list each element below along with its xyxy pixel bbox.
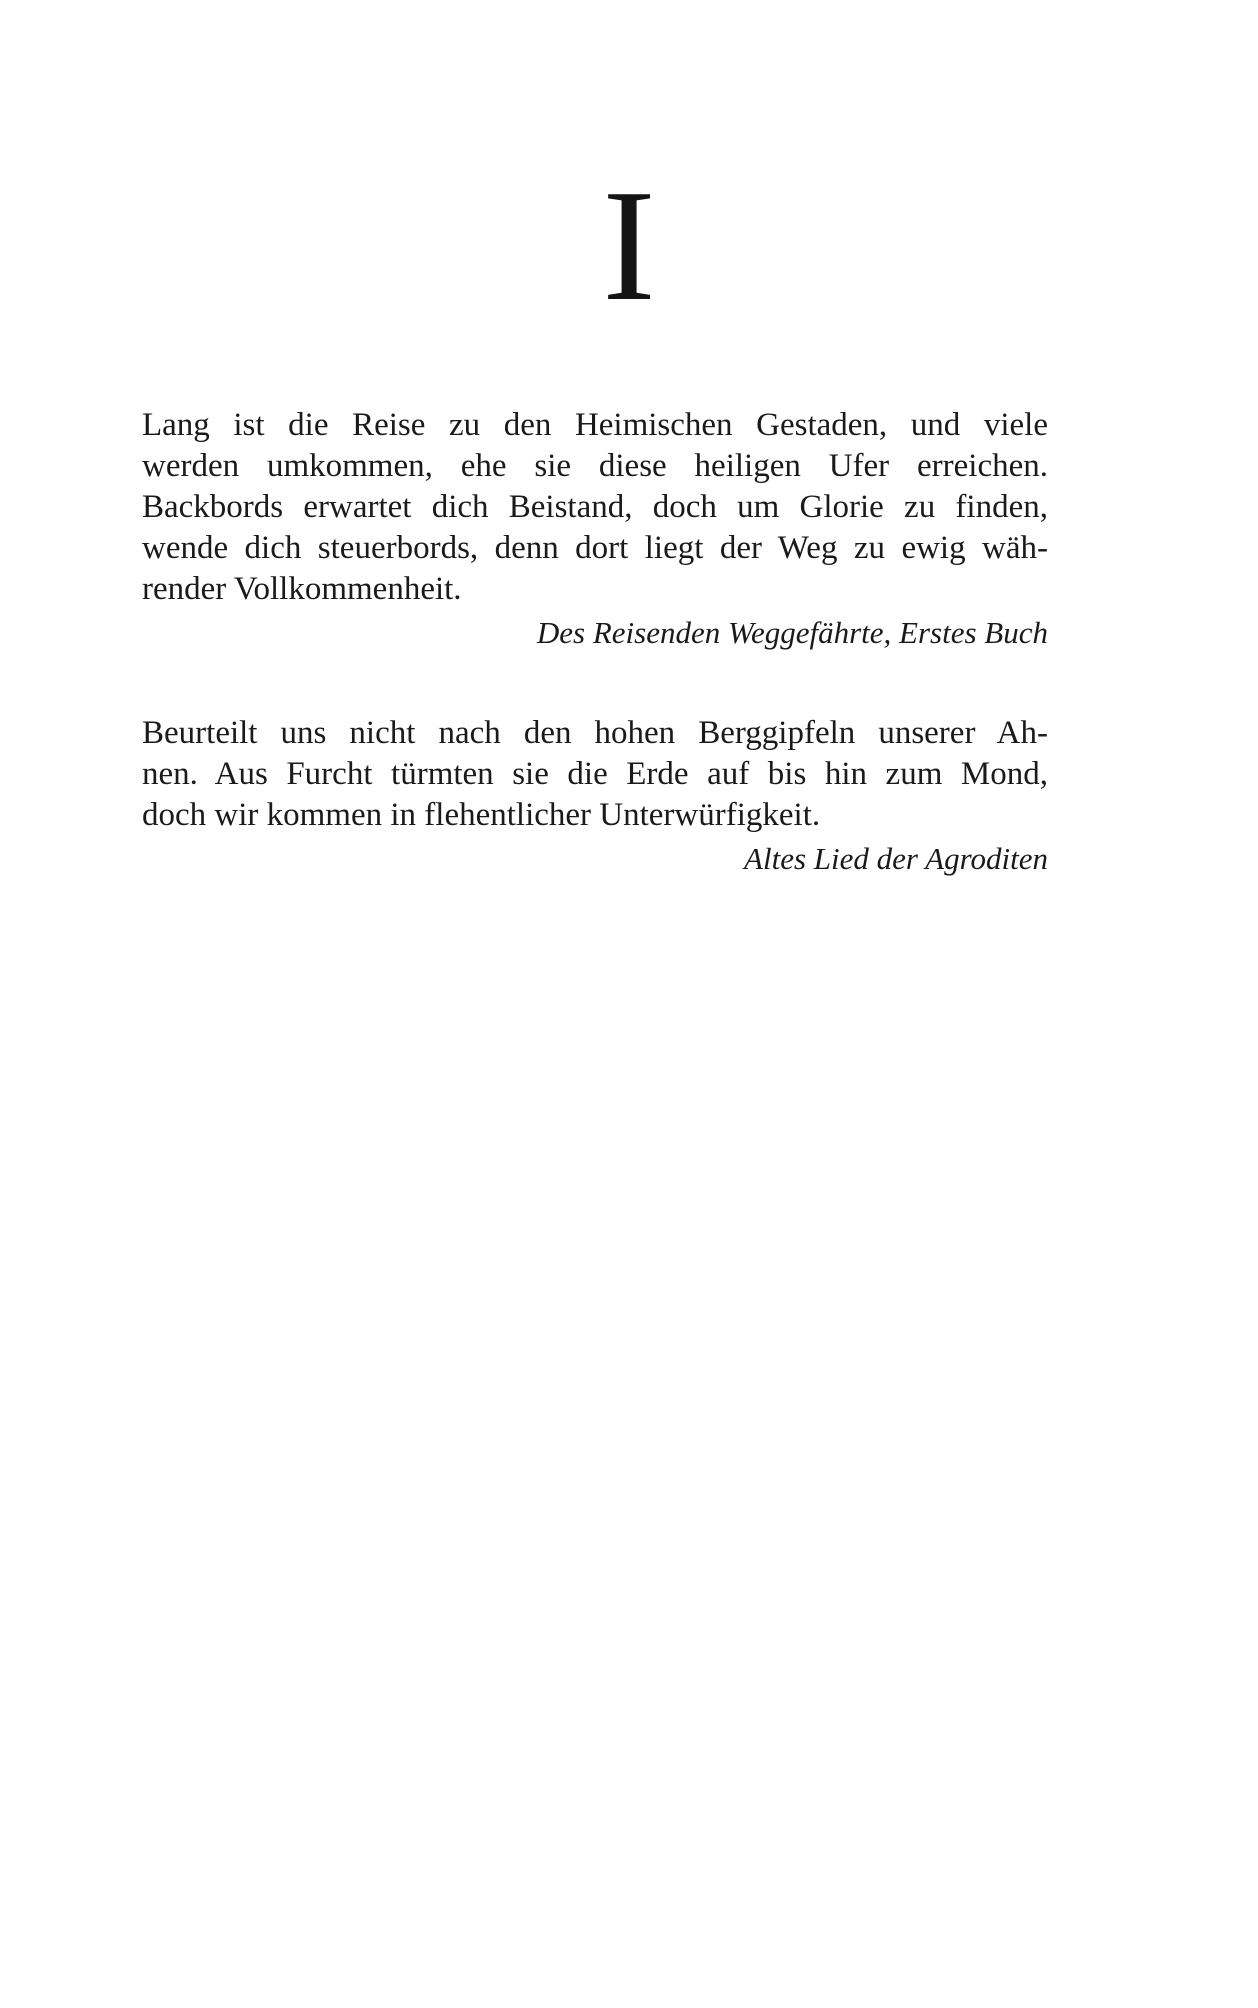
epigraph-line: Backbords erwartet dich Beistand, doch um Glorie zu finden, <box>142 489 1048 525</box>
epigraph-line: render Vollkommenheit. <box>142 571 462 607</box>
epigraph-line: werden umkommen, ehe sie diese heiligen Ufer erreichen. <box>142 448 1048 484</box>
epigraph-line: doch wir kommen in flehentlicher Unterwürfigkeit. <box>142 797 821 833</box>
epigraph-attribution: Altes Lied der Agroditen <box>744 841 1048 876</box>
epigraph-line: Lang ist die Reise zu den Heimischen Gestaden, und viele <box>142 407 1048 443</box>
epigraph-line: nen. Aus Furcht türmten sie die Erde auf bis hin zum Mond, <box>142 756 1048 792</box>
epigraph-attribution: Des Reisenden Weggefährte, Erstes Buch <box>536 615 1048 650</box>
chapter-numeral: I <box>602 156 656 334</box>
epigraph-line: wende dich steuerbords, denn dort liegt der Weg zu ewig wäh- <box>142 530 1048 566</box>
epigraph <box>142 713 1048 879</box>
epigraph <box>142 405 1048 653</box>
epigraph-line: Beurteilt uns nicht nach den hohen Berggipfeln unserer Ah- <box>142 715 1048 751</box>
